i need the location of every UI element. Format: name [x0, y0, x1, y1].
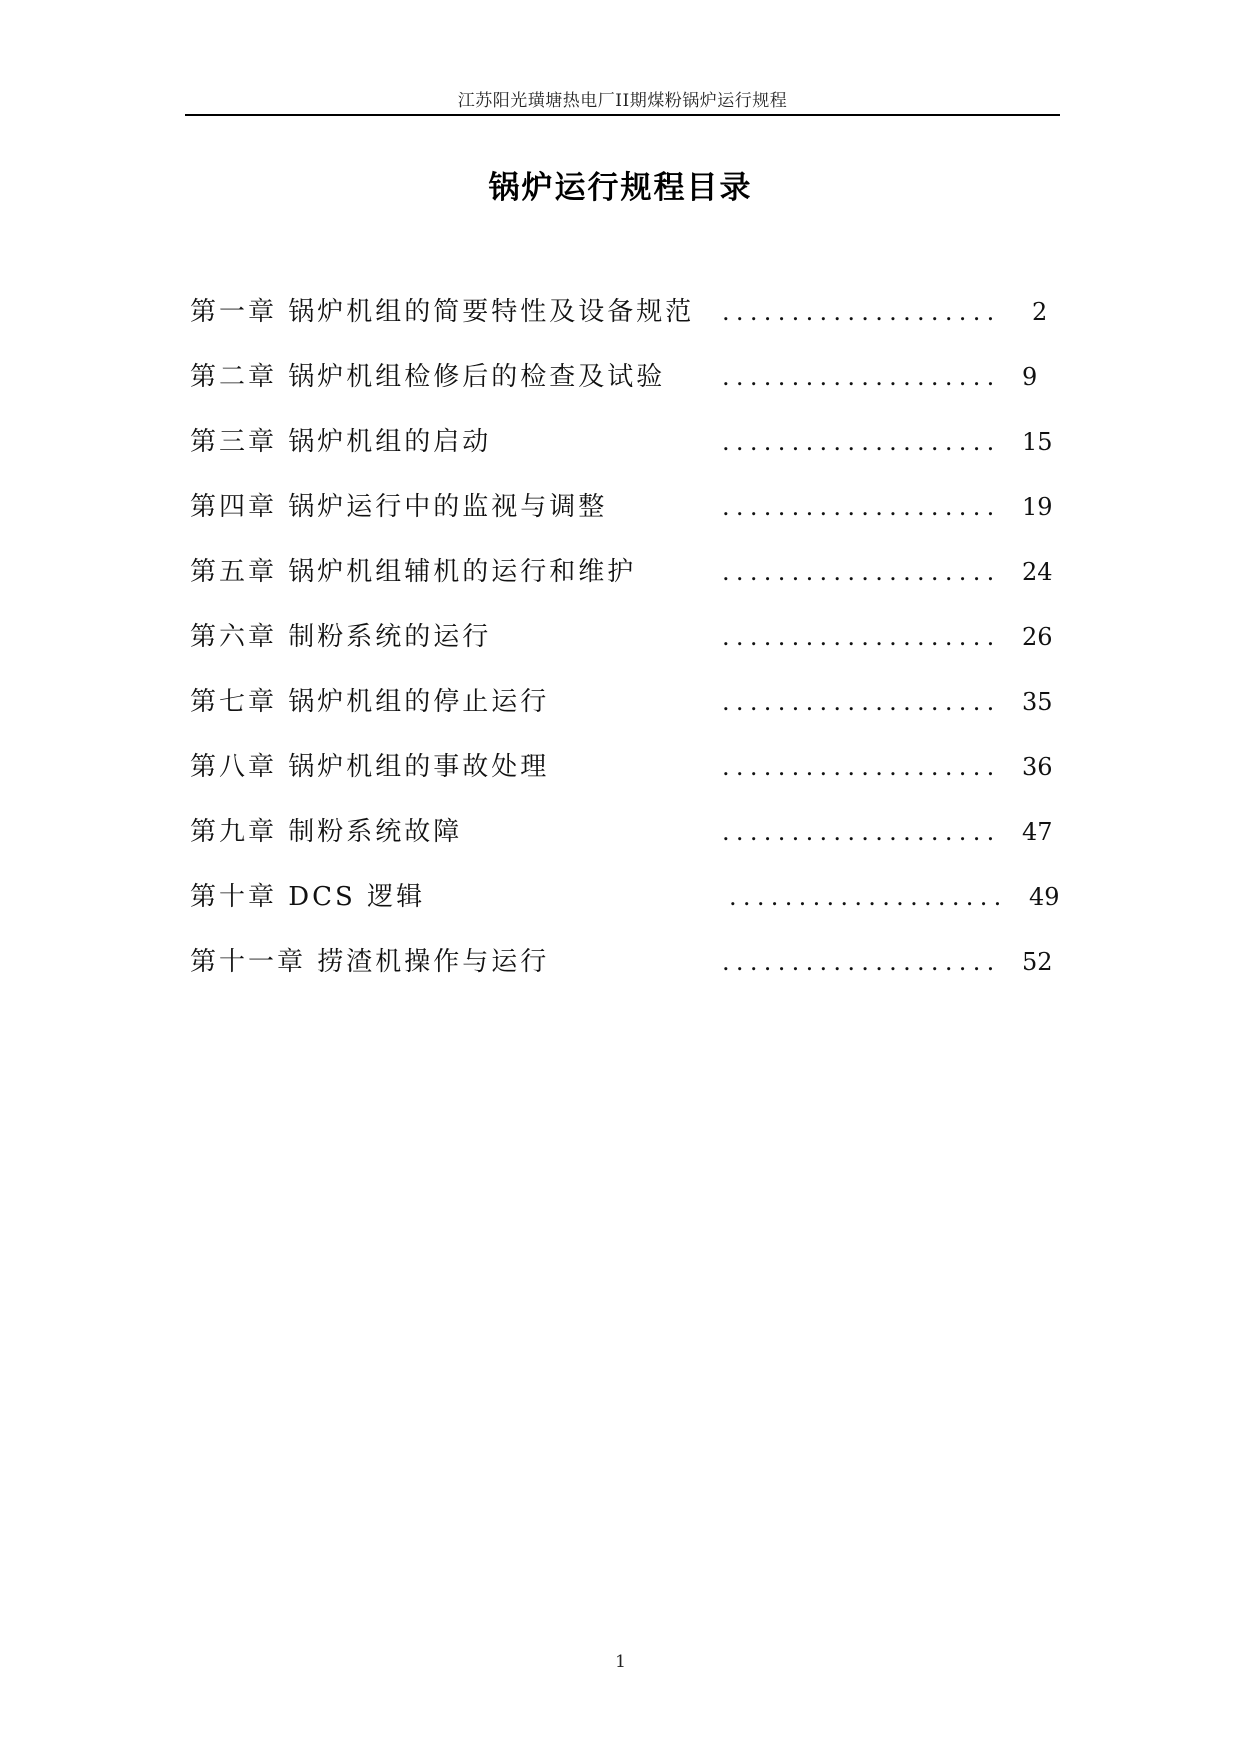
- toc-entry-label: 第十一章 捞渣机操作与运行: [190, 947, 550, 977]
- toc-entry-chapter-9: [190, 812, 1060, 852]
- toc-entry-leader: ....................: [722, 948, 1001, 976]
- toc-entry-leader: ....................: [722, 298, 1001, 326]
- toc-entry-label: 第七章 锅炉机组的停止运行: [190, 687, 550, 717]
- toc-entry-page: 24: [1022, 558, 1053, 586]
- toc-entry-chapter-5: [190, 552, 1060, 592]
- toc-entry-label: 第二章 锅炉机组检修后的检查及试验: [190, 362, 666, 392]
- toc-entry-chapter-8: [190, 747, 1060, 787]
- toc-entry-label: 第十章 DCS 逻辑: [190, 882, 426, 912]
- toc-entry-chapter-6: [190, 617, 1060, 657]
- toc-entry-chapter-4: [190, 487, 1060, 527]
- toc-entry-leader: ....................: [729, 883, 1008, 911]
- toc-entry-page: 36: [1022, 753, 1053, 781]
- toc-entry-leader: ....................: [722, 753, 1001, 781]
- toc-entry-label: 第六章 制粉系统的运行: [190, 622, 492, 652]
- toc-entry-leader: ....................: [722, 818, 1001, 846]
- toc-entry-label: 第九章 制粉系统故障: [190, 817, 463, 847]
- toc-entry-leader: ....................: [722, 493, 1001, 521]
- toc-entry-label: 第五章 锅炉机组辅机的运行和维护: [190, 557, 637, 587]
- running-header: 江苏阳光璜塘热电厂II期煤粉锅炉运行规程: [457, 91, 788, 111]
- toc-entry-label: 第一章 锅炉机组的简要特性及设备规范: [190, 297, 695, 327]
- toc-entry-page: 9: [1022, 363, 1038, 391]
- toc-entry-chapter-3: [190, 422, 1060, 462]
- toc-entry-page: 52: [1022, 948, 1053, 976]
- document-title: 锅炉运行规程目录: [488, 170, 753, 206]
- toc-entry-label: 第四章 锅炉运行中的监视与调整: [190, 492, 608, 522]
- page-number: 1: [615, 1652, 626, 1672]
- toc-entry-leader: ....................: [722, 623, 1001, 651]
- toc-entry-leader: ....................: [722, 428, 1001, 456]
- toc-entry-page: 47: [1022, 818, 1053, 846]
- toc-entry-leader: ....................: [722, 688, 1001, 716]
- toc-entry-page: 49: [1029, 883, 1060, 911]
- toc-entry-label: 第三章 锅炉机组的启动: [190, 427, 492, 457]
- toc-entry-chapter-7: [190, 682, 1060, 722]
- toc-entry-page: 35: [1022, 688, 1053, 716]
- toc-entry-leader: ....................: [722, 363, 1001, 391]
- toc-entry-chapter-2: [190, 357, 1060, 397]
- toc-entry-page: 26: [1022, 623, 1053, 651]
- toc-entry-label: 第八章 锅炉机组的事故处理: [190, 752, 550, 782]
- toc-entry-page: 2: [1032, 298, 1048, 326]
- toc-entry-page: 15: [1022, 428, 1053, 456]
- toc-entry-leader: ....................: [722, 558, 1001, 586]
- toc-entry-chapter-11: [190, 942, 1060, 982]
- toc-entry-chapter-1: [190, 292, 1060, 332]
- toc-entry-page: 19: [1022, 493, 1053, 521]
- toc-entry-chapter-10: [190, 877, 1060, 917]
